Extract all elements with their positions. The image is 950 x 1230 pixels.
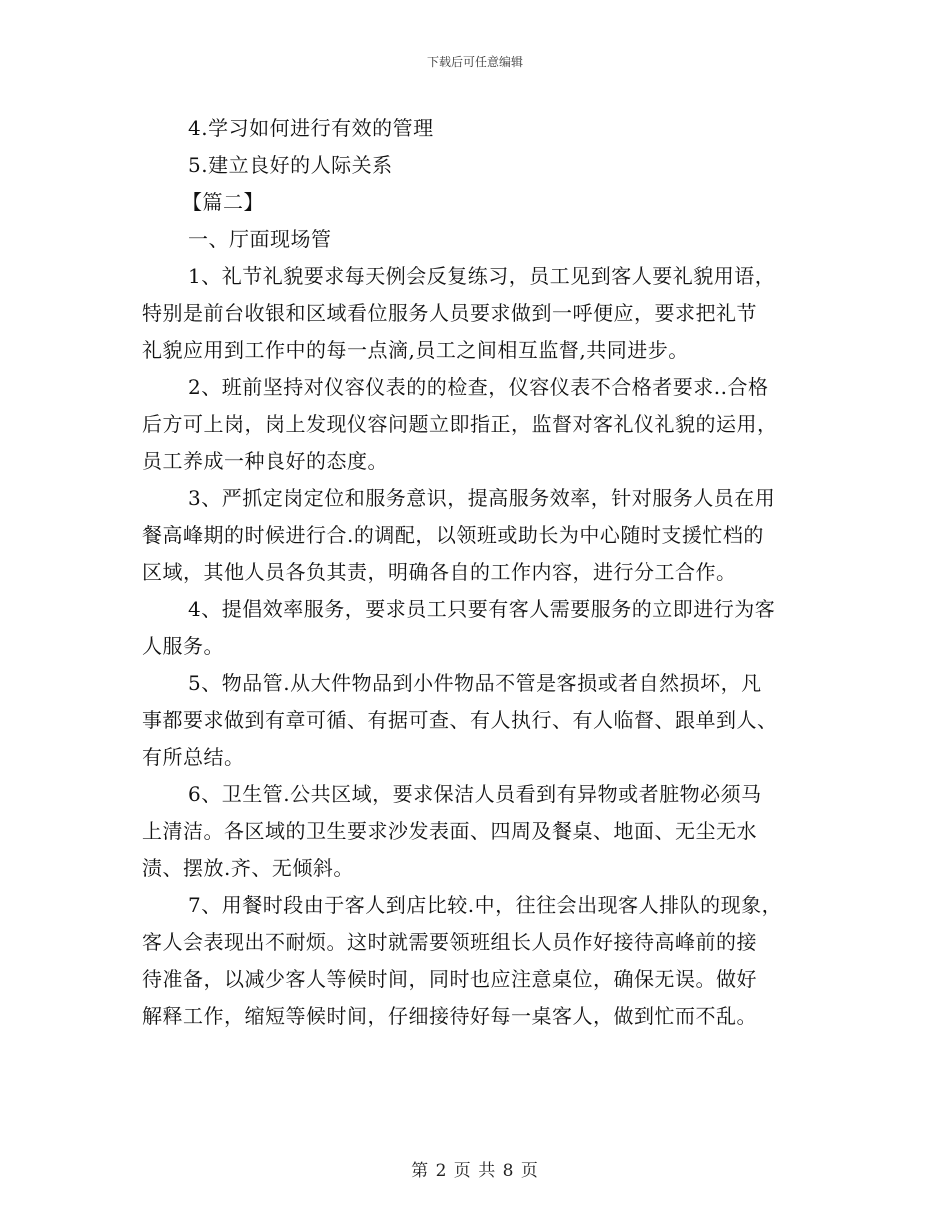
paragraph-line: 事都要求做到有章可循、有据可查、有人执行、有人临督、跟单到人、	[142, 708, 778, 732]
list-item: 4.学习如何进行有效的管理	[188, 116, 434, 140]
paragraph-line: 有所总结。	[142, 745, 245, 769]
paragraph-line: 5、物品管.从大件物品到小件物品不管是客损或者自然损坏，凡	[188, 671, 762, 695]
paragraph-line: 礼貌应用到工作中的每一点滴,员工之间相互监督,共同进步。	[142, 338, 689, 362]
paragraph	[142, 258, 808, 369]
paragraph-line: 解释工作，缩短等候时间，仔细接待好每一桌客人，做到忙而不乱。	[142, 1004, 757, 1028]
page-number-footer: 第 2 页 共 8 页	[411, 1161, 539, 1181]
list-item: 5.建立良好的人际关系	[188, 153, 393, 177]
paragraph-line: 3、严抓定岗定位和服务意识，提高服务效率，针对服务人员在用	[188, 486, 776, 510]
paragraph	[142, 480, 808, 591]
paragraph-line: 客人会表现出不耐烦。这时就需要领班组长人员作好接待高峰前的接	[142, 930, 757, 954]
subsection-title: 一、厅面现场管	[188, 227, 332, 251]
page-header: 下载后可任意编辑	[426, 55, 523, 69]
paragraph	[142, 887, 808, 1035]
paragraph-line: 上清洁。各区域的卫生要求沙发表面、四周及餐桌、地面、无尘无水	[142, 819, 757, 843]
paragraph-line: 2、班前坚持对仪容仪表的的检查，仪容仪表不合格者要求..合格	[188, 375, 769, 399]
paragraph-line: 人服务。	[142, 634, 224, 658]
paragraph-line: 区域，其他人员各负其责，明确各自的工作内容，进行分工合作。	[142, 560, 737, 584]
paragraph	[142, 665, 808, 776]
paragraph-line: 后方可上岗，岗上发现仪容问题立即指正，监督对客礼仪礼貌的运用，	[142, 412, 778, 436]
paragraph	[142, 591, 808, 665]
paragraph-line: 7、用餐时段由于客人到店比较.中，往往会出现客人排队的现象，	[188, 893, 783, 917]
paragraph-line: 特别是前台收银和区域看位服务人员要求做到一呼便应，要求把礼节	[142, 301, 757, 325]
paragraph-line: 待准备，以减少客人等候时间，同时也应注意桌位，确保无误。做好	[142, 967, 757, 991]
document-body	[142, 110, 808, 1035]
paragraph-line: 餐高峰期的时候进行合.的调配，以领班或助长为中心随时支援忙档的	[142, 523, 764, 547]
paragraph-line: 1、礼节礼貌要求每天例会反复练习，员工见到客人要礼貌用语，	[188, 264, 776, 288]
paragraph	[142, 776, 808, 887]
paragraph-line: 渍、摆放.齐、无倾斜。	[142, 856, 354, 880]
paragraph-line: 6、卫生管.公共区域，要求保洁人员看到有异物或者脏物必须马	[188, 782, 762, 806]
section-title: 【篇二】	[182, 190, 264, 214]
paragraph-line: 4、提倡效率服务，要求员工只要有客人需要服务的立即进行为客	[188, 597, 776, 621]
paragraph	[142, 369, 808, 480]
paragraph-line: 员工养成一种良好的态度。	[142, 449, 388, 473]
